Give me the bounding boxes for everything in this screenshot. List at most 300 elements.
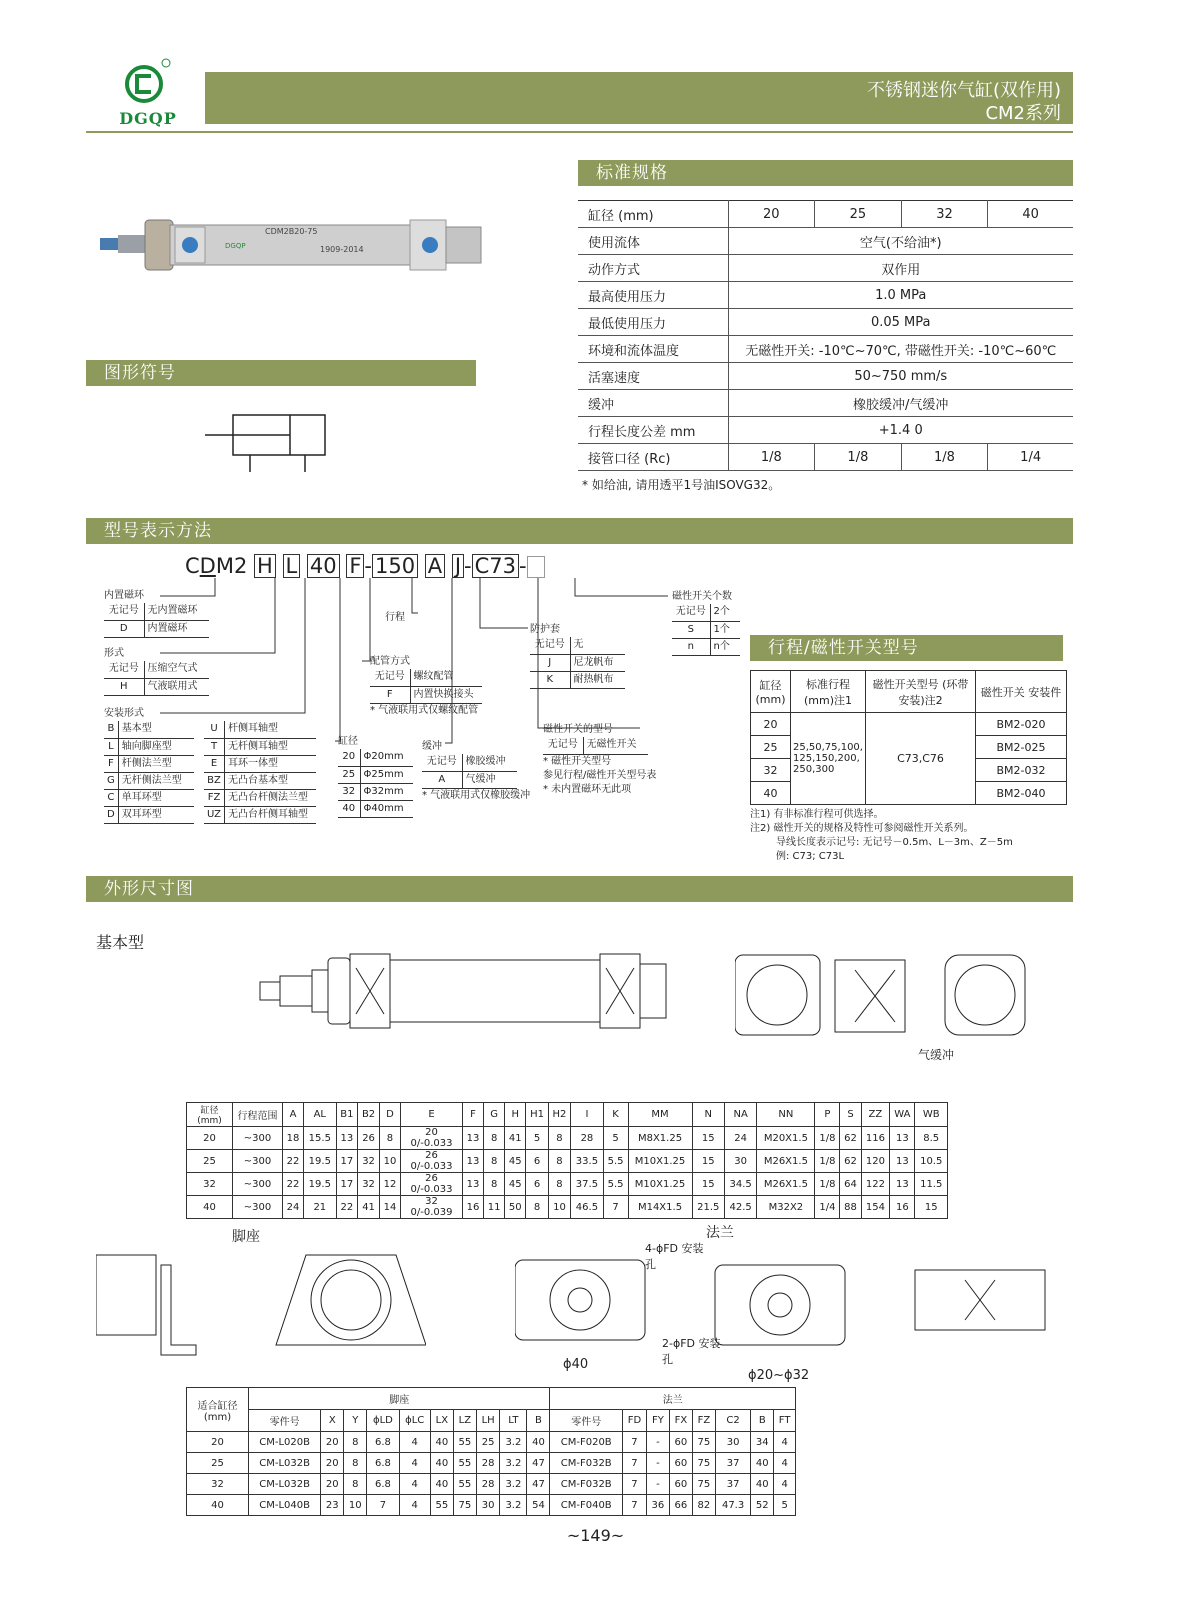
dims-cell: M20X1.5 <box>757 1127 815 1150</box>
legend-title: 防护套 <box>530 624 560 635</box>
spec-bore: 25 <box>815 201 902 228</box>
dims-cell: 22 <box>283 1173 304 1196</box>
legend-desc: 无内置磁环 <box>144 603 209 620</box>
legend-desc: 无凸台杆侧法兰型 <box>225 789 317 806</box>
dims-cell: 28 <box>571 1127 603 1150</box>
flange-d2032-label: ϕ20~ϕ32 <box>748 1368 810 1383</box>
dims-cell: 15 <box>692 1127 724 1150</box>
acc-cell: 60 <box>669 1474 692 1495</box>
legend-desc: 双耳环型 <box>118 806 194 823</box>
legend-desc: 基本型 <box>118 721 194 738</box>
acc-header: FY <box>646 1410 669 1432</box>
legend-code: U <box>204 721 225 738</box>
dims-header: 行程范围 <box>233 1103 283 1127</box>
acc-cell: 60 <box>669 1432 692 1453</box>
legend-desc: 2个 <box>710 604 740 621</box>
acc-header: FD <box>622 1410 646 1432</box>
legend-code: 无记号 <box>672 604 710 621</box>
switch-bore: 32 <box>751 759 791 782</box>
dims-row <box>187 1173 948 1196</box>
dims-cell: 13 <box>890 1150 915 1173</box>
spec-table <box>578 200 1073 471</box>
legend-switch-type <box>543 723 656 797</box>
dims-cell: M26X1.5 <box>757 1173 815 1196</box>
foot-label: 脚座 <box>232 1229 260 1245</box>
dims-cell: 41 <box>505 1127 526 1150</box>
dims-cell: 15 <box>915 1196 948 1219</box>
acc-header: LT <box>500 1410 527 1432</box>
dims-cell: 8.5 <box>915 1127 948 1150</box>
acc-cell: CM-L040B <box>249 1495 321 1516</box>
switch-mount: BM2-040 <box>976 782 1067 805</box>
acc-cell: CM-L032B <box>249 1474 321 1495</box>
dims-row <box>187 1196 948 1219</box>
model-m2: M2 <box>215 554 248 578</box>
dims-cell: 122 <box>861 1173 890 1196</box>
model-box-switch: C73 <box>472 554 519 578</box>
legend-code: 无记号 <box>104 603 144 620</box>
acc-cell: 40 <box>430 1474 453 1495</box>
dims-cell: 26 0/-0.033 <box>401 1173 463 1196</box>
switch-model: C73,C76 <box>866 713 976 805</box>
dims-cell: 14 <box>379 1196 400 1219</box>
acc-cell: - <box>646 1474 669 1495</box>
spec-row <box>578 390 1073 417</box>
legend-code: B <box>104 721 118 738</box>
spec-row <box>578 336 1073 363</box>
dims-cell: 1/8 <box>815 1173 840 1196</box>
dims-cell: 1/4 <box>815 1196 840 1219</box>
acc-cell: 52 <box>751 1495 774 1516</box>
acc-cell: 7 <box>622 1495 646 1516</box>
acc-header: ϕLD <box>367 1410 399 1432</box>
legend-desc: 无杆侧耳轴型 <box>225 738 317 755</box>
acc-cell: 75 <box>692 1474 715 1495</box>
acc-cell: 30 <box>715 1432 750 1453</box>
dims-cell: ~300 <box>233 1150 283 1173</box>
legend-code: 32 <box>338 783 360 800</box>
dims-cell: 13 <box>890 1173 915 1196</box>
accessory-table <box>186 1387 796 1516</box>
dims-header: NN <box>757 1103 815 1127</box>
spec-row <box>578 309 1073 336</box>
acc-header: Y <box>344 1410 367 1432</box>
dims-cell: 5 <box>603 1127 628 1150</box>
acc-cell: 7 <box>622 1432 646 1453</box>
dims-cell: M10X1.25 <box>628 1150 692 1173</box>
legend-magnet <box>104 589 209 638</box>
acc-cell: 20 <box>321 1432 344 1453</box>
switch-mount: BM2-020 <box>976 713 1067 736</box>
model-d: D <box>199 554 216 578</box>
acc-cell: 60 <box>669 1453 692 1474</box>
acc-header: B <box>751 1410 774 1432</box>
spec-port: 1/8 <box>728 444 815 471</box>
dims-cell: 16 <box>463 1196 484 1219</box>
legend-code: 无记号 <box>370 669 410 686</box>
legend-code: D <box>104 620 144 637</box>
model-c: C <box>185 554 200 578</box>
spec-bore: 32 <box>901 201 988 228</box>
acc-row <box>187 1495 796 1516</box>
legend-code: S <box>672 621 710 638</box>
legend-desc: 无凸台基本型 <box>225 772 317 789</box>
spec-row <box>578 282 1073 309</box>
dims-header: D <box>379 1103 400 1127</box>
acc-header: FT <box>774 1410 796 1432</box>
legend-code: H <box>104 678 144 695</box>
dims-cell: 10 <box>379 1150 400 1173</box>
acc-cell: 28 <box>476 1474 499 1495</box>
model-sep: - <box>519 554 527 578</box>
legend-desc: 无杆侧法兰型 <box>118 772 194 789</box>
dims-cell: 18 <box>283 1127 304 1150</box>
acc-cell: CM-L032B <box>249 1453 321 1474</box>
legend-desc: 1个 <box>710 621 740 638</box>
legend-desc: 无磁性开关 <box>583 737 648 754</box>
section-switch-title: 行程/磁性开关型号 <box>750 635 1063 661</box>
spec-row <box>578 363 1073 390</box>
legend-code: n <box>672 638 710 655</box>
dims-header: NA <box>724 1103 756 1127</box>
acc-cell: 3.2 <box>500 1495 527 1516</box>
dims-header: B2 <box>358 1103 380 1127</box>
dims-cell: 17 <box>336 1173 358 1196</box>
legend-desc: Φ40mm <box>360 800 413 817</box>
dims-cell: 8 <box>484 1150 505 1173</box>
legend-desc: 耳环一体型 <box>225 755 317 772</box>
dims-header: AL <box>304 1103 336 1127</box>
spec-bore: 40 <box>988 201 1073 228</box>
model-box-cushion: A <box>425 554 445 578</box>
dims-cell: 20 <box>187 1127 233 1150</box>
header-underline <box>86 131 1073 133</box>
acc-header: LZ <box>453 1410 476 1432</box>
acc-header: 零件号 <box>550 1410 623 1432</box>
acc-cell: 40 <box>430 1432 453 1453</box>
acc-cell: 5 <box>774 1495 796 1516</box>
flange-drawing <box>515 1255 1055 1365</box>
legend-title: 缸径 <box>338 736 358 747</box>
model-box-pipe: F <box>346 554 364 578</box>
section-symbol-title: 图形符号 <box>86 360 476 386</box>
acc-header: C2 <box>715 1410 750 1432</box>
legend-note: * 磁性开关型号 <box>543 755 612 767</box>
dims-cell: 20 0/-0.033 <box>401 1127 463 1150</box>
dims-cell: 19.5 <box>304 1150 336 1173</box>
dims-cell: 8 <box>526 1196 548 1219</box>
legend-code: E <box>204 755 225 772</box>
dims-cell: 37.5 <box>571 1173 603 1196</box>
legend-desc: 杆侧法兰型 <box>118 755 194 772</box>
dims-cell: 33.5 <box>571 1150 603 1173</box>
dims-cell: 62 <box>840 1127 861 1150</box>
acc-cell: 25 <box>187 1453 249 1474</box>
section-spec-title: 标准规格 <box>578 160 1073 186</box>
dims-header: WB <box>915 1103 948 1127</box>
dims-cell: 32 0/-0.039 <box>401 1196 463 1219</box>
acc-header: 零件号 <box>249 1410 321 1432</box>
acc-cell: 4 <box>399 1453 430 1474</box>
dims-cell: 17 <box>336 1150 358 1173</box>
dims-cell: 26 0/-0.033 <box>401 1150 463 1173</box>
dims-cell: 1/8 <box>815 1150 840 1173</box>
spec-value: +1.4 0 <box>728 417 1073 444</box>
acc-cell: CM-F040B <box>550 1495 623 1516</box>
legend-desc: 气液联用式 <box>144 678 209 695</box>
legend-desc: 压缩空气式 <box>144 661 209 678</box>
acc-cell: 7 <box>622 1474 646 1495</box>
legend-pipe <box>370 655 482 718</box>
acc-cell: 8 <box>344 1474 367 1495</box>
legend-title: 磁性开关个数 <box>672 591 732 602</box>
legend-note: 参见行程/磁性开关型号表 <box>543 769 657 781</box>
dims-cell: 46.5 <box>571 1196 603 1219</box>
legend-note: * 未内置磁环无此项 <box>543 783 632 795</box>
acc-header: FX <box>669 1410 692 1432</box>
acc-cell: 34 <box>751 1432 774 1453</box>
legend-boot <box>530 623 625 689</box>
acc-cell: 47 <box>527 1474 550 1495</box>
dims-cell: 8 <box>484 1127 505 1150</box>
dims-cell: 1/8 <box>815 1127 840 1150</box>
dims-row <box>187 1127 948 1150</box>
switch-note: 导线长度表示记号: 无记号－0.5m、L－3m、Z－5m <box>776 837 1013 848</box>
dims-cell: 13 <box>890 1127 915 1150</box>
acc-header: FZ <box>692 1410 715 1432</box>
legend-title: 行程 <box>385 612 405 623</box>
acc-cell: 82 <box>692 1495 715 1516</box>
acc-cell: 3.2 <box>500 1432 527 1453</box>
dims-header: B1 <box>336 1103 358 1127</box>
acc-cell: 4 <box>399 1474 430 1495</box>
acc-cell: - <box>646 1453 669 1474</box>
spec-key: 最低使用压力 <box>578 309 728 336</box>
dims-cell: 64 <box>840 1173 861 1196</box>
legend-title: 缓冲 <box>422 741 442 752</box>
dims-cell: 22 <box>283 1150 304 1173</box>
acc-header: X <box>321 1410 344 1432</box>
acc-cell: 54 <box>527 1495 550 1516</box>
legend-code: 无记号 <box>530 637 570 654</box>
dims-header: G <box>484 1103 505 1127</box>
dims-cell: 5.5 <box>603 1173 628 1196</box>
flange-label: 法兰 <box>706 1225 734 1241</box>
dims-cell: 26 <box>358 1127 380 1150</box>
acc-cell: 75 <box>453 1495 476 1516</box>
legend-note: * 气液联用式仅螺纹配管 <box>370 704 479 716</box>
acc-cell: 6.8 <box>367 1432 399 1453</box>
acc-cell: 25 <box>476 1432 499 1453</box>
spec-key: 动作方式 <box>578 255 728 282</box>
acc-cell: 40 <box>430 1453 453 1474</box>
dims-cell: ~300 <box>233 1196 283 1219</box>
acc-cell: 10 <box>344 1495 367 1516</box>
switch-mount: BM2-032 <box>976 759 1067 782</box>
switch-header: 磁性开关型号 (环带安装)注2 <box>866 671 976 713</box>
dims-cell: M32X2 <box>757 1196 815 1219</box>
spec-port: 1/4 <box>988 444 1073 471</box>
legend-code: F <box>104 755 118 772</box>
legend-code: D <box>104 806 118 823</box>
acc-cell: 36 <box>646 1495 669 1516</box>
legend-desc: 无 <box>570 637 625 654</box>
acc-cell: 55 <box>453 1432 476 1453</box>
acc-cell: 6.8 <box>367 1453 399 1474</box>
dims-cell: 62 <box>840 1150 861 1173</box>
dims-cell: M8X1.25 <box>628 1127 692 1150</box>
legend-title: 配管方式 <box>370 656 410 667</box>
legend-desc: 内置快换接头 <box>410 686 482 703</box>
dims-cell: ~300 <box>233 1127 283 1150</box>
legend-code: K <box>530 671 570 688</box>
spec-row <box>578 228 1073 255</box>
model-box-bore: 40 <box>307 554 340 578</box>
dims-cell: 7 <box>603 1196 628 1219</box>
dims-cell: 32 <box>187 1173 233 1196</box>
dims-header: H2 <box>548 1103 570 1127</box>
end-view-drawings <box>735 940 1035 1045</box>
legend-code: 无记号 <box>543 737 583 754</box>
dims-cell: M14X1.5 <box>628 1196 692 1219</box>
acc-cell: 20 <box>187 1432 249 1453</box>
legend-code: 无记号 <box>104 661 144 678</box>
product-label-2: 1909-2014 <box>320 245 364 254</box>
dims-cell: 42.5 <box>724 1196 756 1219</box>
legend-title: 安装形式 <box>104 708 144 719</box>
basic-type-label: 基本型 <box>96 933 145 952</box>
dims-header: E <box>401 1103 463 1127</box>
legend-desc: 轴向脚座型 <box>118 738 194 755</box>
acc-header: LX <box>430 1410 453 1432</box>
dims-cell: 21 <box>304 1196 336 1219</box>
dims-cell: 41 <box>358 1196 380 1219</box>
acc-cell: 20 <box>321 1453 344 1474</box>
legend-code: F <box>370 686 410 703</box>
switch-note: 例: C73; C73L <box>776 851 845 862</box>
legend-desc: Φ32mm <box>360 783 413 800</box>
dims-cell: 25 <box>187 1150 233 1173</box>
flange-hole-note-1: 4-ϕFD 安装孔 <box>645 1242 704 1271</box>
acc-cell: 8 <box>344 1453 367 1474</box>
model-box-form: H <box>254 554 276 578</box>
legend-code: 40 <box>338 800 360 817</box>
logo-text: DGQP <box>119 109 177 128</box>
dims-cell: 6 <box>526 1150 548 1173</box>
dims-cell: 30 <box>724 1150 756 1173</box>
header-subtitle: CM2系列 <box>985 103 1061 124</box>
legend-code: L <box>104 738 118 755</box>
dims-cell: 24 <box>283 1196 304 1219</box>
model-code <box>185 554 545 578</box>
dims-cell: 154 <box>861 1196 890 1219</box>
legend-desc: 杆侧耳轴型 <box>225 721 317 738</box>
spec-value: 1.0 MPa <box>728 282 1073 309</box>
switch-note: 注1) 有非标准行程可供选择。 <box>750 809 884 820</box>
legend-title: 形式 <box>104 648 124 659</box>
spec-value: 橡胶缓冲/气缓冲 <box>728 390 1073 417</box>
legend-note: * 气液联用式仅橡胶缓冲 <box>422 789 531 801</box>
acc-cell: CM-L020B <box>249 1432 321 1453</box>
legend-desc: 无凸台杆侧耳轴型 <box>225 806 317 823</box>
acc-group-flange: 法兰 <box>550 1388 796 1410</box>
dims-cell: 11 <box>484 1196 505 1219</box>
dims-cell: M10X1.25 <box>628 1173 692 1196</box>
acc-cell: 75 <box>692 1453 715 1474</box>
acc-cell: 4 <box>399 1495 430 1516</box>
model-sep: - <box>464 554 472 578</box>
dims-cell: 10 <box>548 1196 570 1219</box>
dims-cell: 19.5 <box>304 1173 336 1196</box>
spec-bore-label: 缸径 (mm) <box>578 201 728 228</box>
acc-row <box>187 1474 796 1495</box>
model-sep: - <box>364 554 372 578</box>
legend-desc: 耐热帆布 <box>570 671 625 688</box>
legend-desc: 气缓冲 <box>462 771 517 788</box>
legend-stroke <box>385 611 405 625</box>
air-cushion-label: 气缓冲 <box>918 1048 955 1062</box>
flange-hole-note-2: 2-ϕFD 安装孔 <box>662 1337 721 1366</box>
acc-cell: 37 <box>715 1474 750 1495</box>
acc-cell: 8 <box>344 1432 367 1453</box>
switch-header: 磁性开关 安装件 <box>976 671 1067 713</box>
dims-cell: 32 <box>358 1173 380 1196</box>
legend-code: 25 <box>338 766 360 783</box>
spec-value: 无磁性开关: -10℃~70℃, 带磁性开关: -10℃~60℃ <box>728 336 1073 363</box>
acc-row <box>187 1453 796 1474</box>
acc-cell: 7 <box>367 1495 399 1516</box>
dims-cell: 6 <box>526 1173 548 1196</box>
acc-cell: 6.8 <box>367 1474 399 1495</box>
spec-row-bore <box>578 201 1073 228</box>
model-box-mount: L <box>283 554 301 578</box>
dims-header: ZZ <box>861 1103 890 1127</box>
legend-code: 无记号 <box>422 754 462 771</box>
dims-cell: 13 <box>463 1127 484 1150</box>
legend-cushion <box>422 740 530 803</box>
dims-cell: 15 <box>692 1150 724 1173</box>
legend-form <box>104 647 209 696</box>
legend-title: 磁性开关的型号 <box>543 724 613 735</box>
legend-code: 20 <box>338 749 360 766</box>
legend-desc: 尼龙帆布 <box>570 654 625 671</box>
dims-cell: 116 <box>861 1127 890 1150</box>
spec-port: 1/8 <box>815 444 902 471</box>
acc-cell: 32 <box>187 1474 249 1495</box>
switch-mount: BM2-025 <box>976 736 1067 759</box>
product-brand: DGQP <box>225 242 246 250</box>
dims-header: S <box>840 1103 861 1127</box>
spec-key: 最高使用压力 <box>578 282 728 309</box>
legend-title: 内置磁环 <box>104 590 144 601</box>
legend-switch-qty <box>672 590 740 656</box>
dims-cell: 40 <box>187 1196 233 1219</box>
spec-bore: 20 <box>728 201 815 228</box>
switch-strokes: 25,50,75,100, 125,150,200, 250,300 <box>791 713 866 805</box>
acc-cell: CM-F032B <box>550 1453 623 1474</box>
dims-body <box>187 1127 948 1219</box>
acc-row <box>187 1432 796 1453</box>
acc-cell: 40 <box>187 1495 249 1516</box>
spec-value: 空气(不给油*) <box>728 228 1073 255</box>
acc-cell: 47 <box>527 1453 550 1474</box>
acc-cell: 3.2 <box>500 1474 527 1495</box>
spec-key: 活塞速度 <box>578 363 728 390</box>
legend-code: A <box>422 771 462 788</box>
legend-desc: 螺纹配管 <box>410 669 482 686</box>
dims-cell: 8 <box>548 1127 570 1150</box>
dims-cell: 16 <box>890 1196 915 1219</box>
